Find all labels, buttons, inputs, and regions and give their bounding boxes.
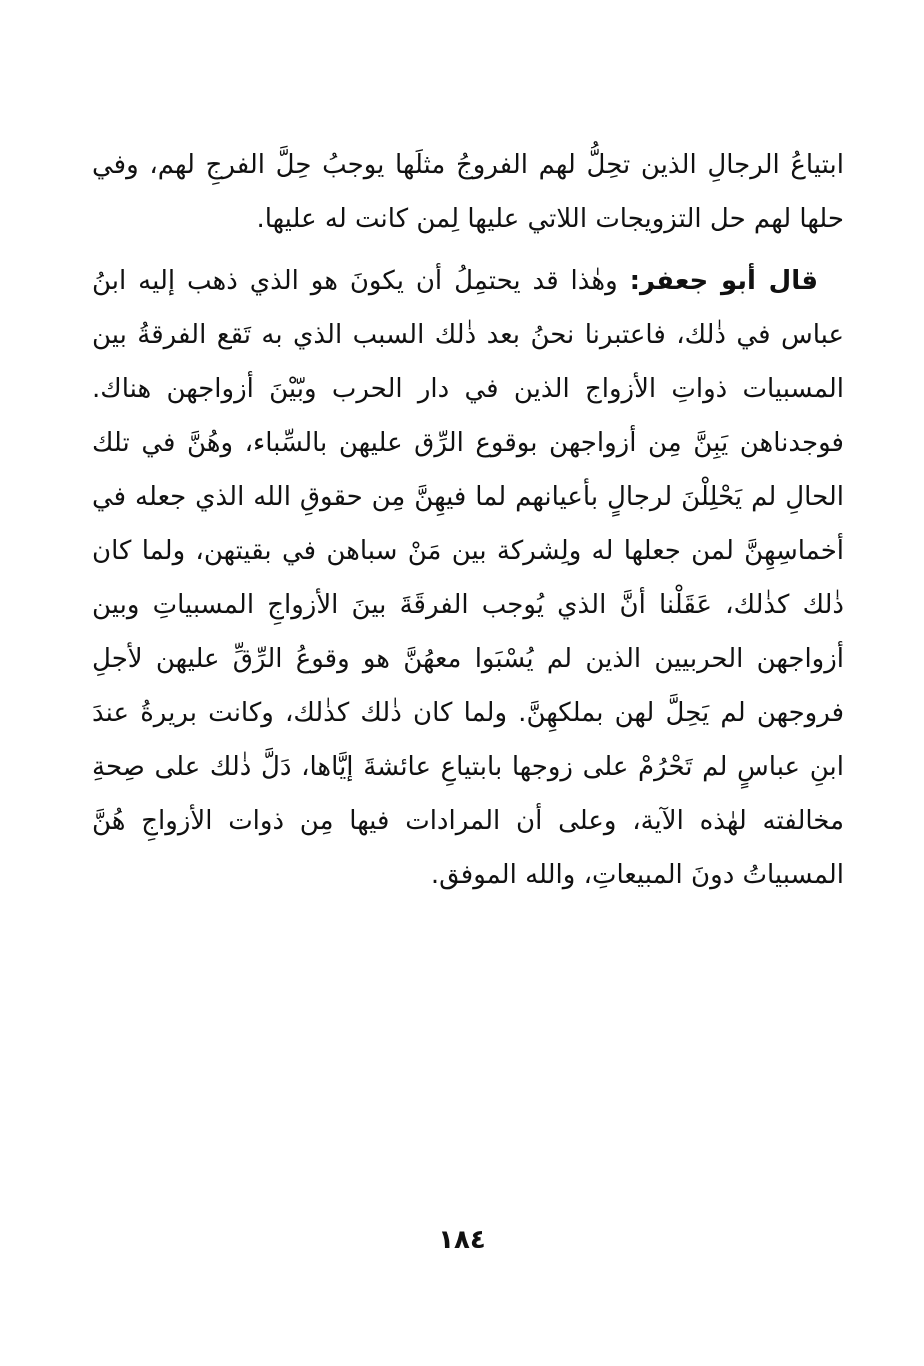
- page-number: ١٨٤: [438, 1225, 486, 1255]
- paragraph: [92, 254, 844, 902]
- speaker-label: قال أبو جعفر:: [629, 266, 818, 296]
- paragraph: ابتياعُ الرجالِ الذين تحِلُّ لهم الفروجُ مثلَها يوجبُ حِلَّ الفرجِ لهم، وفي حلها لهم حل التزويجات اللاتي عليها لِمن كانت له عليها.: [92, 150, 844, 234]
- paragraph-text: وهٰذا قد يحتمِلُ أن يكونَ هو الذي ذهب إليه ابنُ عباس في ذٰلك، فاعتبرنا نحنُ بعد ذٰلك السبب الذي به تَقع الفرقةُ بين المسبيات ذواتِ الأزواج الذين في دار الحرب وبّيْنَ أزواجهن هناك. فوجدناهن يَبِنَّ مِن أزواجهن بوقوع الرِّق عليهن بالسِّباء، وهُنَّ في تلك الحالِ لم يَحْلِلْنَ لرجالٍ بأعيانهم لما فيهِنَّ مِن حقوقِ الله الذي جعله في أخماسِهِنَّ لمن جعلها له ولِشركة بين مَنْ سباهن في بقيتهن، ولما كان ذٰلك كذٰلك، عَقَلْنا أنَّ الذي يُوجب الفرقَةَ بينَ الأزواجِ المسبياتِ وبين أزواجهن الحربيين الذين لم يُسْبَوا معهُنَّ هو وقوعُ الرِّقِّ عليهن لأجلِ فروجهن لم يَحِلَّ لهن بملكهِنَّ. ولما كان ذٰلك كذٰلك، وكانت بريرةُ عندَ ابنِ عباسٍ لم تَحْرُمْ على زوجها بابتياعِ عائشةَ إيَّاها، دَلَّ ذٰلك على صِحةِ مخالفته لهٰذه الآية، وعلى أن المرادات فيها مِن ذوات الأزواجِ هُنَّ المسبياتُ دونَ المبيعاتِ، والله الموفق.: [92, 266, 844, 890]
- body-text: [92, 138, 844, 902]
